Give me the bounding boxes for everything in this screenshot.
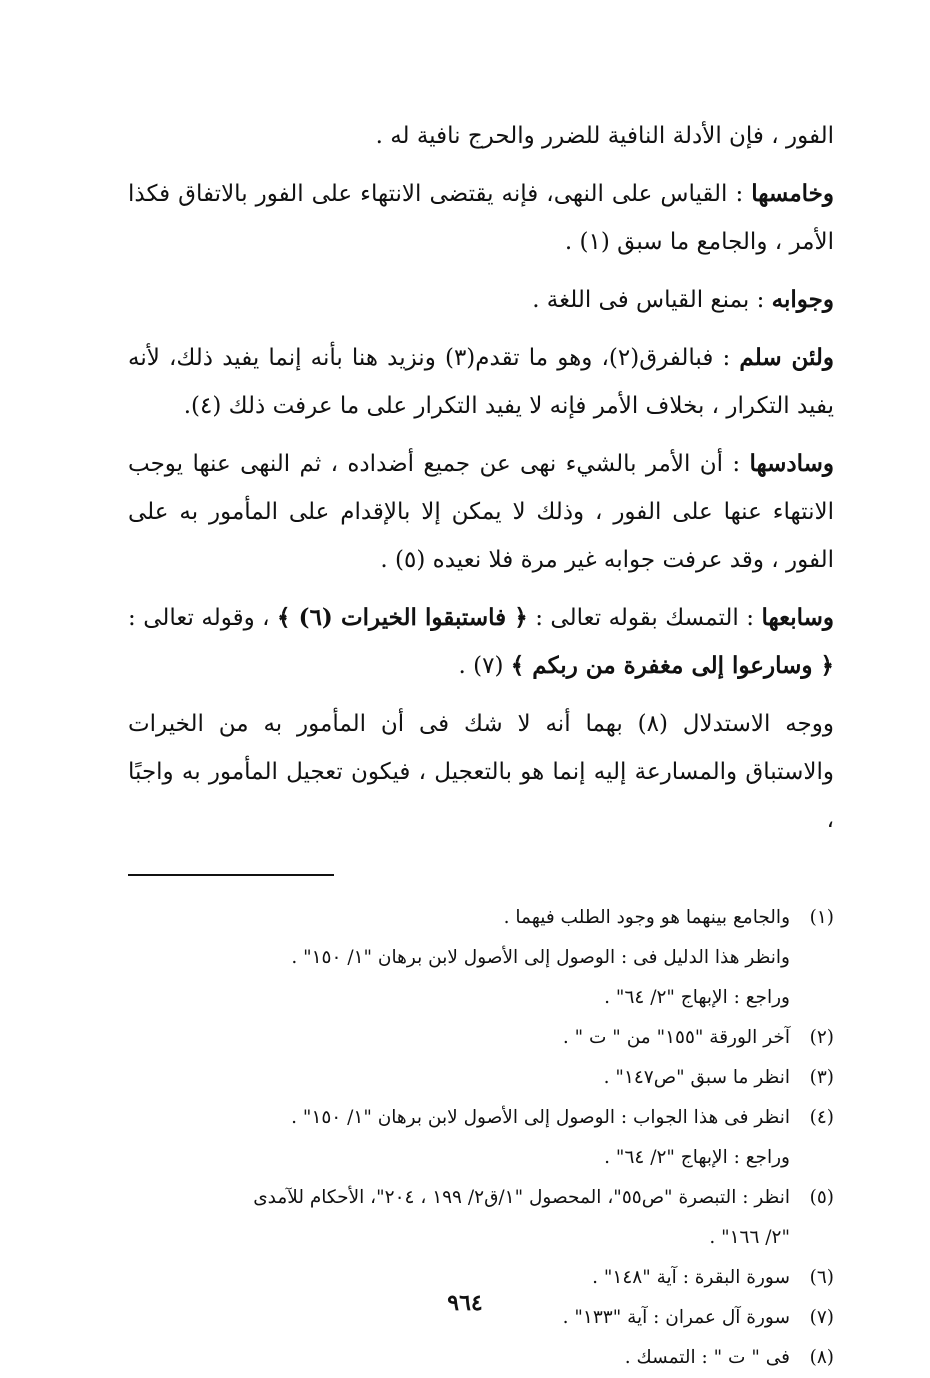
footnote-number: (١) [809, 907, 834, 928]
paragraph-lead: وسادسها [749, 450, 834, 477]
footnote-3: (٣) انظر ما سبق "ص١٤٧" . [128, 1058, 834, 1098]
footnote-5: (٥) انظر : التبصرة "ص٥٥"، المحصول "١/ق٢/ ١٩٩ ، ٢٠٤"، الأحكام للآمدى "٢/ ١٦٦" . [128, 1178, 834, 1258]
paragraph-lead: وجوابه [771, 286, 834, 313]
footnote-number: (٧) [809, 1307, 834, 1328]
footnote-number: (٥) [809, 1187, 834, 1208]
footnote-6: (٦) سورة البقرة : آية "١٤٨" . [128, 1258, 834, 1298]
paragraph-lead: ولئن سلم [739, 344, 835, 371]
paragraph-2: وخامسها : القياس على النهى، فإنه يقتضى الانتهاء على الفور بالاتفاق فكذا الأمر ، والجامع ما سبق (١) . [128, 180, 834, 255]
quran-quote: ﴿ وسارعوا إلى مغفرة من ربكم ﴾ [510, 652, 834, 679]
footnote-number: (٢) [809, 1027, 834, 1048]
footnote-1: (١) والجامع بينهما هو وجود الطلب فيهما . وانظر هذا الدليل فى : الوصول إلى الأصول لابن برهان "١/ ١٥٠" . وراجع : الإبهاج "٢/ ٦٤" . [128, 898, 834, 1018]
footnote-separator-wrap [128, 854, 834, 898]
paragraph-4: ولئن سلم : فبالفرق(٢)، وهو ما تقدم(٣) ونزيد هنا بأنه إنما يفيد ذلك، لأنه يفيد التكرار ، بخلاف الأمر فإنه لا يفيد التكرار على ما عرفت ذلك (٤). [128, 344, 835, 419]
page-number: ٩٦٤ [447, 1290, 483, 1316]
paragraph-1: الفور ، فإن الأدلة النافية للضرر والحرج نافية له . [375, 123, 834, 149]
footnote-2: (٢) آخر الورقة "١٥٥" من " ت " . [128, 1018, 834, 1058]
paragraph-6: وسابعها : التمسك بقوله تعالى : ﴿ فاستبقوا الخيرات (٦) ﴾ ، وقوله تعالى : ﴿ وسارعوا إلى مغفرة من ربكم ﴾ (٧) . [128, 604, 835, 679]
footnote-number: (٤) [809, 1107, 834, 1128]
main-text [128, 112, 834, 844]
paragraph-7: ووجه الاستدلال (٨) بهما أنه لا شك فى أن المأمور به من الخيرات والاستباق والمسارعة إليه إنما هو بالتعجيل ، فيكون تعجيل المأمور به واجبًا ، [128, 711, 834, 833]
paragraph-lead: وخامسها [751, 180, 834, 207]
paragraph-3: وجوابه : بمنع القياس فى اللغة . [532, 286, 834, 313]
footnote-number: (٨) [809, 1347, 834, 1368]
paragraph-5: وسادسها : أن الأمر بالشيء نهى عن جميع أضداده ، ثم النهى عنها يوجب الانتهاء عنها على الفور ، وذلك لا يمكن إلا بالإقدام على المأمور به على الفور ، وقد عرفت جوابه غير مرة فلا نعيده (٥) . [128, 450, 834, 573]
quran-quote: ﴿ فاستبقوا الخيرات (٦) ﴾ [277, 604, 528, 631]
paragraph-lead: وسابعها [761, 604, 835, 631]
footnote-number: (٣) [809, 1067, 834, 1088]
footnote-8: (٨) فى " ت " : التمسك . [128, 1338, 834, 1378]
footnote-separator [128, 874, 334, 876]
footnote-number: (٦) [809, 1267, 834, 1288]
footnote-4: (٤) انظر فى هذا الجواب : الوصول إلى الأصول لابن برهان "١/ ١٥٠" . وراجع : الإبهاج "٢/ ٦٤" . [128, 1098, 834, 1178]
footnote-7: (٧) سورة آل عمران : آية "١٣٣" . [128, 1298, 834, 1338]
